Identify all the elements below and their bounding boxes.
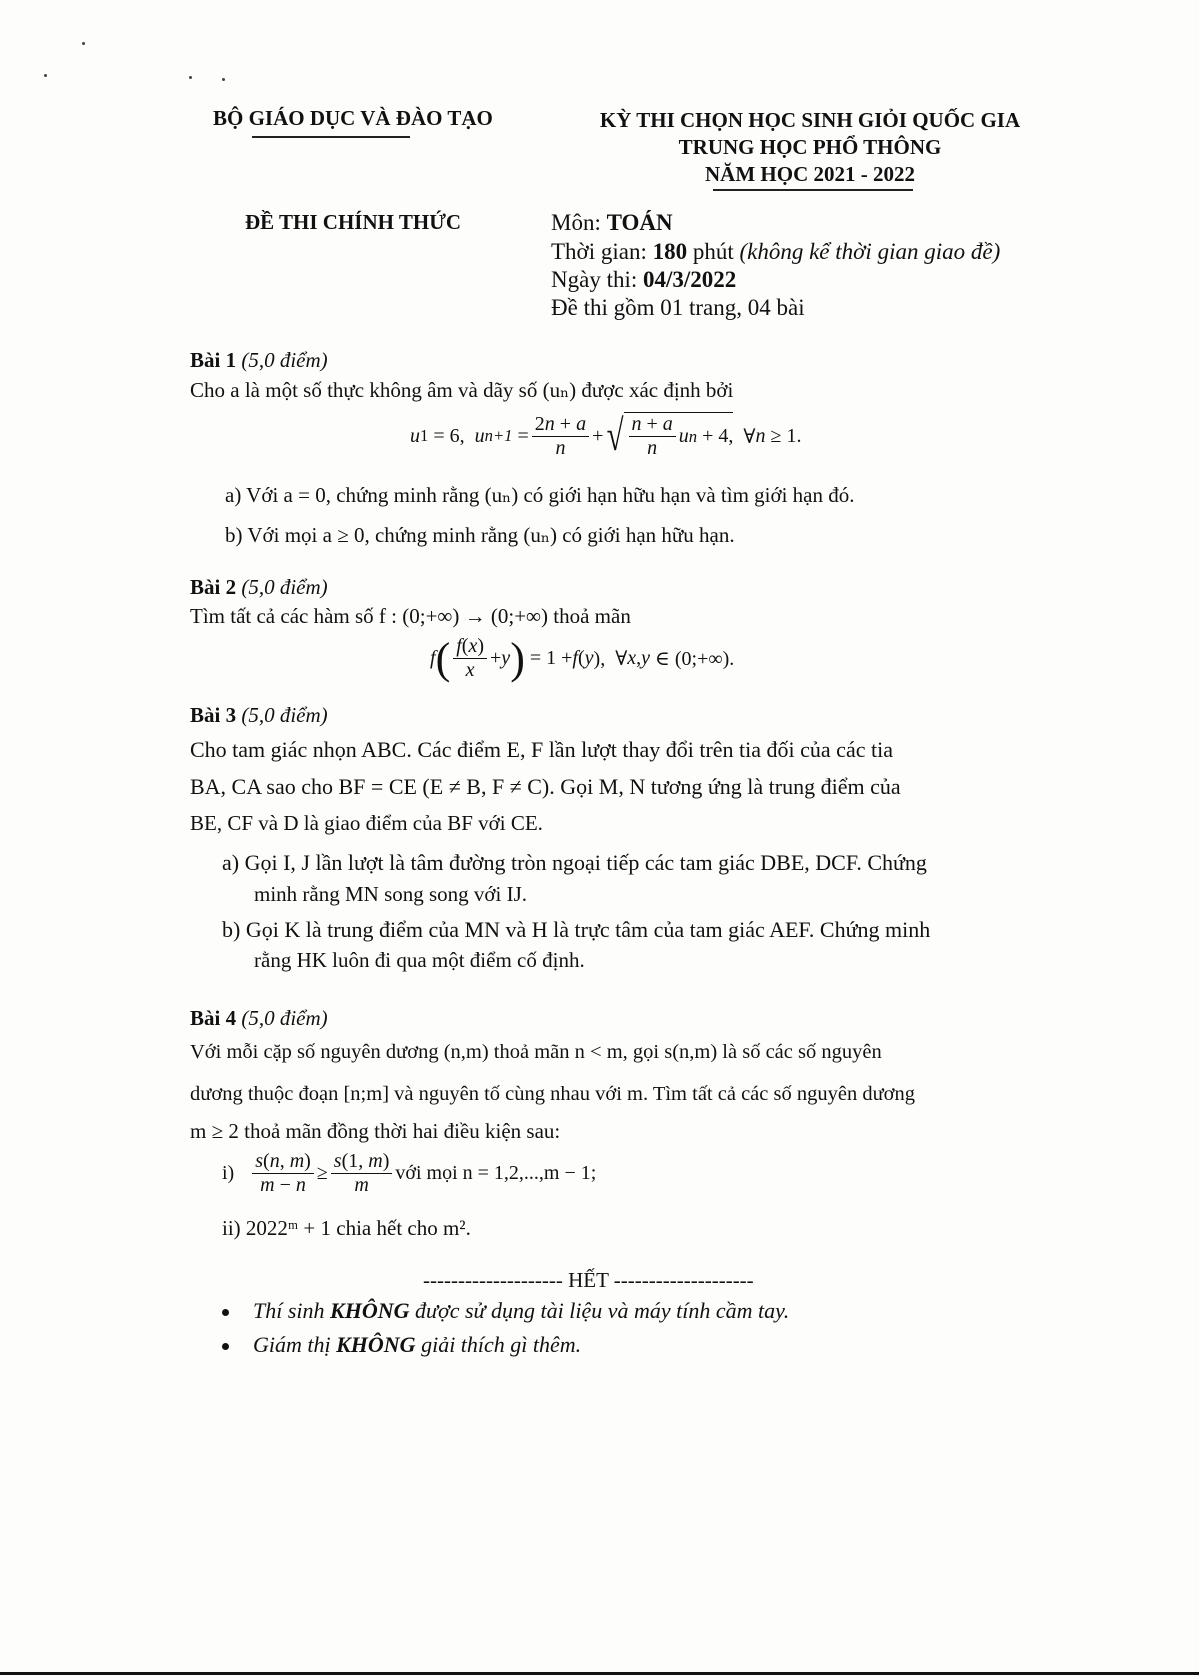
problem-1-formula: u 1 = 6, u n+1 = $\frac{2n + a}{n}$ + √ $\frac{n + a}{n}$ u n + 4, ∀ n ≥ 1. bbox=[410, 411, 802, 460]
time-line: Thời gian: 180 phút (không kể thời gian giao đề) bbox=[551, 239, 1001, 264]
problem-1-title: Bài 1 (5,0 điểm) bbox=[190, 348, 328, 372]
problem-2-title: Bài 2 (5,0 điểm) bbox=[190, 575, 328, 599]
problem-1-part-b: b) Với mọi a ≥ 0, chứng minh rằng (uₙ) có giới hạn hữu hạn. bbox=[225, 523, 735, 547]
scan-speck bbox=[189, 76, 192, 79]
problem-1-intro: Cho a là một số thực không âm và dãy số (uₙ) được xác định bởi bbox=[190, 378, 734, 402]
note-proctor: Giám thị KHÔNG giải thích gì thêm. bbox=[222, 1332, 581, 1358]
end-marker: -------------------- HẾT -------------------- bbox=[423, 1268, 754, 1292]
date-line: Ngày thi: 04/3/2022 bbox=[551, 267, 737, 292]
ministry-underline bbox=[252, 136, 410, 138]
year-underline bbox=[713, 189, 913, 191]
subject-line: Môn: TOÁN bbox=[551, 210, 673, 235]
problem-4-title: Bài 4 (5,0 điểm) bbox=[190, 1006, 328, 1030]
ministry-name: BỘ GIÁO DỤC VÀ ĐÀO TẠO bbox=[213, 106, 493, 130]
problem-3-title: Bài 3 (5,0 điểm) bbox=[190, 703, 328, 727]
bullet-icon bbox=[222, 1343, 229, 1350]
problem-2-formula: f ( $\frac{f(x)}{x}$ + y ) = 1 + f ( y ), ∀ x , y ∈ (0;+∞). bbox=[430, 633, 735, 683]
problem-1-part-a: a) Với a = 0, chứng minh rằng (uₙ) có giới hạn hữu hạn và tìm giới hạn đó. bbox=[225, 483, 855, 507]
pages-note: Đề thi gồm 01 trang, 04 bài bbox=[551, 295, 805, 320]
note-candidate: Thí sinh KHÔNG được sử dụng tài liệu và máy tính cầm tay. bbox=[222, 1298, 789, 1324]
official-label: ĐỀ THI CHÍNH THỨC bbox=[245, 210, 462, 234]
problem-4-line-3: m ≥ 2 thoả mãn đồng thời hai điều kiện sau: bbox=[190, 1119, 561, 1143]
exam-level: TRUNG HỌC PHỔ THÔNG bbox=[678, 135, 942, 159]
problem-3-part-a-2: minh rằng MN song song với IJ. bbox=[254, 882, 528, 906]
problem-4-condition-i: i) $\frac{s(n, m)}{m - n}$ ≥ $\frac{s(1, m)}{m}$ với mọi n = 1,2,...,m − 1; bbox=[222, 1150, 597, 1196]
problem-3-part-b-2: rằng HK luôn đi qua một điểm cố định. bbox=[254, 948, 585, 972]
exam-year: NĂM HỌC 2021 - 2022 bbox=[705, 162, 915, 186]
exam-name: KỲ THI CHỌN HỌC SINH GIỎI QUỐC GIA bbox=[599, 108, 1021, 132]
scan-speck bbox=[82, 42, 85, 45]
problem-4-line-1: Với mỗi cặp số nguyên dương (n,m) thoả mãn n < m, gọi s(n,m) là số các số nguyên bbox=[190, 1041, 882, 1063]
bullet-icon bbox=[222, 1309, 229, 1316]
problem-3-line-2: BA, CA sao cho BF = CE (E ≠ B, F ≠ C). Gọi M, N tương ứng là trung điểm của bbox=[190, 774, 901, 799]
problem-3-line-1: Cho tam giác nhọn ABC. Các điểm E, F lần lượt thay đổi trên tia đối của các tia bbox=[190, 737, 893, 762]
page-bottom-border bbox=[0, 1672, 1199, 1675]
problem-4-line-2: dương thuộc đoạn [n;m] và nguyên tố cùng nhau với m. Tìm tất cả các số nguyên dương bbox=[190, 1083, 916, 1105]
problem-4-condition-ii: ii) 2022ᵐ + 1 chia hết cho m². bbox=[222, 1216, 471, 1240]
problem-2-intro: Tìm tất cả các hàm số f : (0;+∞) → (0;+∞) thoả mãn bbox=[190, 604, 631, 628]
problem-3-part-a-1: a) Gọi I, J lần lượt là tâm đường tròn ngoại tiếp các tam giác DBE, DCF. Chứng bbox=[222, 850, 927, 875]
scan-speck bbox=[222, 78, 225, 81]
problem-3-part-b-1: b) Gọi K là trung điểm của MN và H là trực tâm của tam giác AEF. Chứng minh bbox=[222, 917, 931, 942]
scan-speck bbox=[44, 74, 47, 77]
problem-3-line-3: BE, CF và D là giao điểm của BF với CE. bbox=[190, 811, 543, 835]
